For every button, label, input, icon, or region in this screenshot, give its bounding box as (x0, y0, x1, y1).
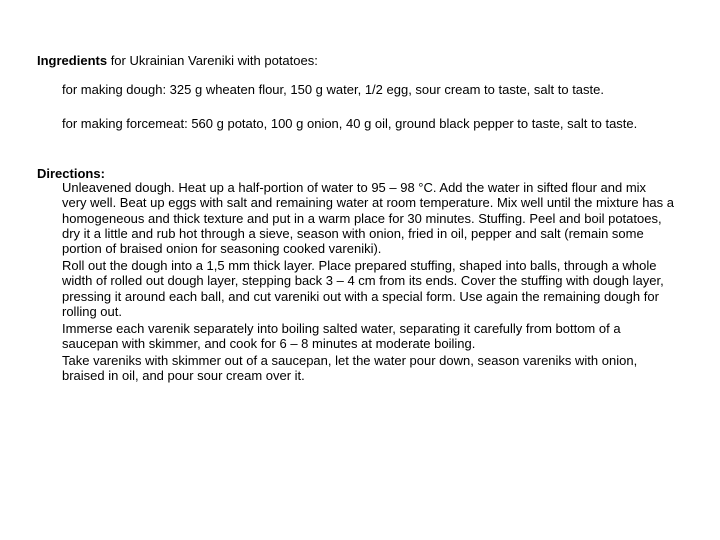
dough-ingredients: for making dough: 325 g wheaten flour, 150 g water, 1/2 egg, sour cream to taste, salt to taste. (62, 82, 604, 97)
forcemeat-ingredients: for making forcemeat: 560 g potato, 100 g onion, 40 g oil, ground black pepper to taste, salt to taste. (62, 116, 638, 131)
ingredients-label: Ingredients (37, 53, 108, 68)
direction-step: Immerse each varenik separately into boiling salted water, separating it carefully from bottom of a saucepan with skimmer, and cook for 6 – 8 minutes at moderate boiling. (62, 320, 621, 351)
direction-step: Roll out the dough into a 1,5 mm thick layer. Place prepared stuffing, shaped into balls, through a whole width of rolled out dough layer, stepping back 3 – 4 cm from its ends. Cover the stuffing with dough layer, pressing it around each ball, and cut vareniki out with a special form. Use again the remaining dough for rolling out. (62, 257, 664, 319)
ingredients-heading (37, 53, 318, 69)
directions-heading: Directions: (37, 166, 105, 181)
direction-step: Take vareniks with skimmer out of a saucepan, let the water pour down, season vareniks with onion, braised in oil, and pour sour cream over it. (62, 352, 638, 384)
direction-step: Unleavened dough. Heat up a half-portion of water to 95 – 98 °C. Add the water in sifted flour and mix very well. Beat up eggs with salt and remaining water at room temperature. Mix well until the mixture has a homogeneous and thick texture and put in a warm place for 30 minutes. Stuffing. Peel and boil potatoes, dry it a little and rub hot through a sieve, season with onion, fried in oil, pepper and salt (remain some portion of braised onion for seasoning cooked vareniki). (62, 180, 674, 257)
ingredients-title: for Ukrainian Vareniki with potatoes: (107, 53, 318, 68)
directions-steps (62, 180, 674, 385)
